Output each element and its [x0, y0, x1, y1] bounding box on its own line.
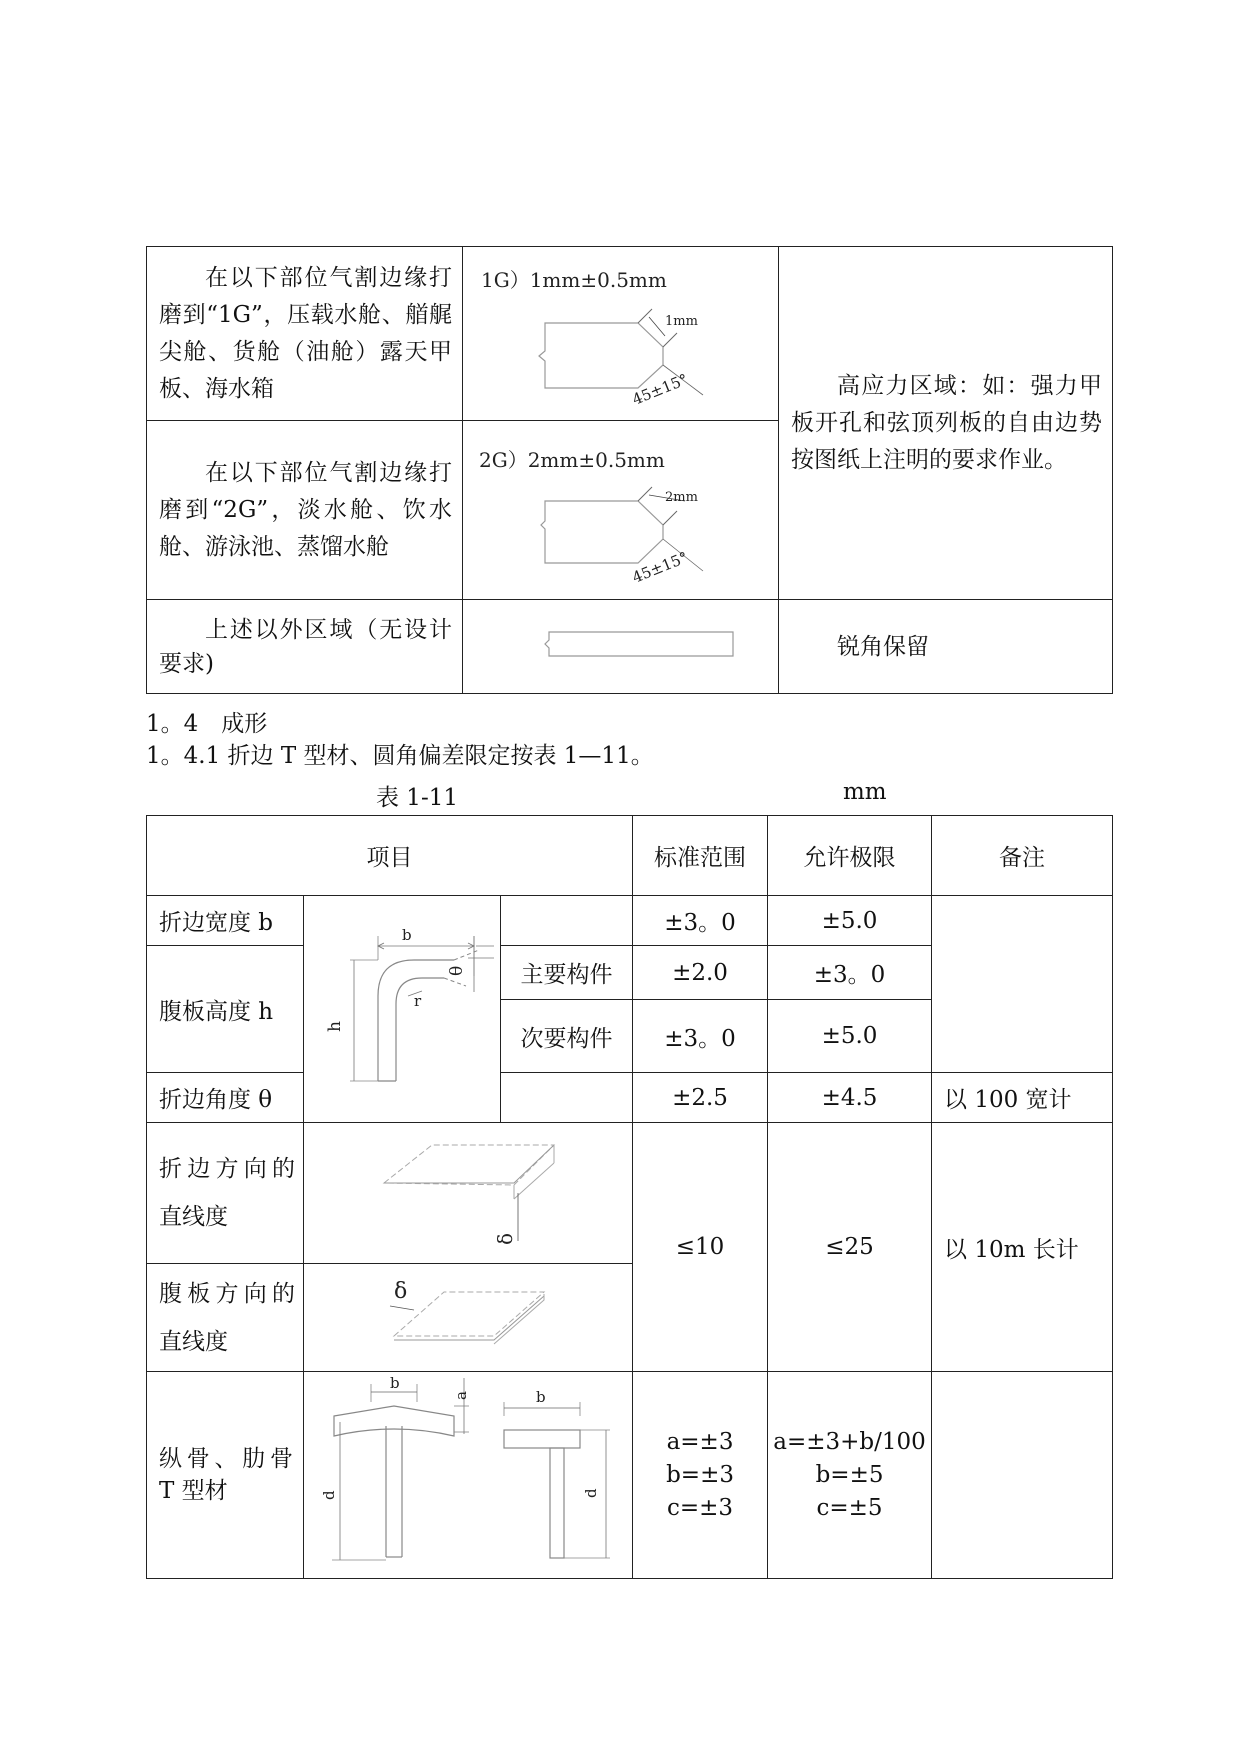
tbar-a-label: a	[452, 1391, 470, 1400]
table-unit: mm	[843, 779, 887, 805]
fold-width-standard: ±3。0	[633, 896, 768, 946]
web-straightness-label: 腹板方向的直线度	[159, 1280, 295, 1355]
main-member-limit: ±3。0	[768, 946, 932, 1000]
tolerance-table	[146, 815, 1113, 1579]
angle-1g-label: 45±15°	[629, 370, 691, 409]
bend-figure	[304, 896, 501, 1116]
condition-cell	[147, 600, 463, 694]
tbar-figure-cell	[304, 1372, 633, 1579]
header-row	[147, 816, 1113, 896]
high-stress-cell	[779, 247, 1113, 600]
fold-width-limit: ±5.0	[768, 896, 932, 946]
sharp-edge-note: 锐角保留	[837, 633, 929, 660]
table-row	[147, 247, 1113, 421]
web-straightness-figure	[304, 1264, 633, 1365]
tbar-b-label: b	[390, 1374, 400, 1392]
secondary-member-limit: ±5.0	[768, 1000, 932, 1073]
header-item: 项目	[147, 816, 633, 896]
condition-1g-text: 在以下部位气割边缘打磨到“1G”，压载水舱、艏艉尖舱、货舱（油舱）露天甲板、海水箱	[159, 264, 452, 402]
tbar-limit-c: c=±5	[816, 1494, 883, 1521]
web-straightness-figure-cell	[304, 1264, 633, 1372]
tbar-figure	[304, 1372, 633, 1572]
dim-1g-label: 1mm	[665, 314, 698, 329]
bevel-1g-figure	[463, 247, 779, 414]
tbar-standard-cell	[633, 1372, 768, 1579]
table-row	[147, 1372, 1113, 1579]
fold-width-label: 折边宽度 b	[147, 896, 304, 946]
tbar-d2-label: d	[582, 1488, 600, 1498]
tbar-limit-a: a=±3+b/100	[773, 1428, 926, 1455]
tbar-limit-cell	[768, 1372, 932, 1579]
table-row	[147, 1073, 1113, 1123]
fig-r-label: r	[414, 992, 422, 1010]
straightness-standard: ≤10	[633, 1123, 768, 1372]
section-paragraph: 1。4.1 折边 T 型材、圆角偏差限定按表 1—11。	[146, 743, 654, 769]
header-remark: 备注	[932, 816, 1113, 896]
straightness-remark: 以 10m 长计	[932, 1123, 1113, 1372]
empty-cell	[501, 896, 633, 946]
condition-cell	[147, 247, 463, 421]
web-height-label: 腹板高度 h	[147, 946, 304, 1073]
section-heading: 1。4 成形	[146, 711, 268, 737]
tbar-standard-a: a=±3	[666, 1428, 734, 1455]
condition-cell	[147, 421, 463, 600]
dim-2g-label: 2mm	[665, 490, 698, 505]
secondary-member-standard: ±3。0	[633, 1000, 768, 1073]
tbar-d-label: d	[320, 1490, 338, 1500]
fig-b-label: b	[402, 926, 412, 944]
header-standard: 标准范围	[633, 816, 768, 896]
fold-angle-standard: ±2.5	[633, 1073, 768, 1123]
condition-2g-text: 在以下部位气割边缘打磨到“2G”，淡水舱、饮水舱、游泳池、蒸馏水舱	[159, 459, 452, 560]
empty-cell	[501, 1073, 633, 1123]
fig-h-label: h	[325, 1021, 345, 1032]
secondary-member-label: 次要构件	[501, 1000, 633, 1073]
fold-straightness-label: 折边方向的直线度	[159, 1156, 295, 1230]
high-stress-note: 高应力区域：如：强力甲板开孔和弦顶列板的自由边势按图纸上注明的要求作业。	[791, 372, 1102, 473]
bevel-2g-figure	[463, 421, 779, 593]
table-row	[147, 896, 1113, 946]
table-caption: 表 1-11	[376, 785, 458, 811]
figure-cell	[463, 600, 779, 694]
spec-2g-label: 2G）2mm±0.5mm	[479, 448, 665, 472]
fig-delta-label: δ	[493, 1232, 517, 1245]
condition-other-text: 上述以外区域（无设计要求)	[159, 616, 452, 677]
figure-cell	[463, 247, 779, 421]
fold-straightness-figure-cell	[304, 1123, 633, 1264]
angle-2g-label: 45±15°	[629, 548, 691, 587]
tbar-limit-b: b=±5	[815, 1461, 884, 1488]
main-member-label: 主要构件	[501, 946, 633, 1000]
bevel-table	[146, 246, 1113, 694]
web-straightness-cell	[147, 1264, 304, 1372]
bend-figure-cell	[304, 896, 501, 1123]
empty-remark	[932, 896, 1113, 1073]
fold-angle-label: 折边角度 θ	[147, 1073, 304, 1123]
table-row	[147, 600, 1113, 694]
fold-angle-limit: ±4.5	[768, 1073, 932, 1123]
tbar-standard-b: b=±3	[666, 1461, 734, 1488]
empty-remark	[932, 1372, 1113, 1579]
tbar-standard-c: c=±3	[667, 1494, 734, 1521]
fold-angle-remark: 以 100 宽计	[932, 1073, 1113, 1123]
spec-1g-label: 1G）1mm±0.5mm	[481, 268, 667, 292]
fold-straightness-figure	[304, 1123, 633, 1257]
fold-straightness-cell	[147, 1123, 304, 1264]
fig-theta-label: θ	[447, 965, 467, 976]
table-row	[147, 1123, 1113, 1264]
tbar-label: 纵骨、肋骨 T 型材	[159, 1446, 293, 1504]
figure-cell	[463, 421, 779, 600]
main-member-standard: ±2.0	[633, 946, 768, 1000]
note-cell	[779, 600, 1113, 694]
tbar-b2-label: b	[536, 1388, 546, 1406]
fig-delta-web-label: δ	[394, 1279, 408, 1304]
tbar-label-cell	[147, 1372, 304, 1579]
sharp-edge-figure	[463, 600, 779, 687]
straightness-limit: ≤25	[768, 1123, 932, 1372]
header-limit: 允许极限	[768, 816, 932, 896]
